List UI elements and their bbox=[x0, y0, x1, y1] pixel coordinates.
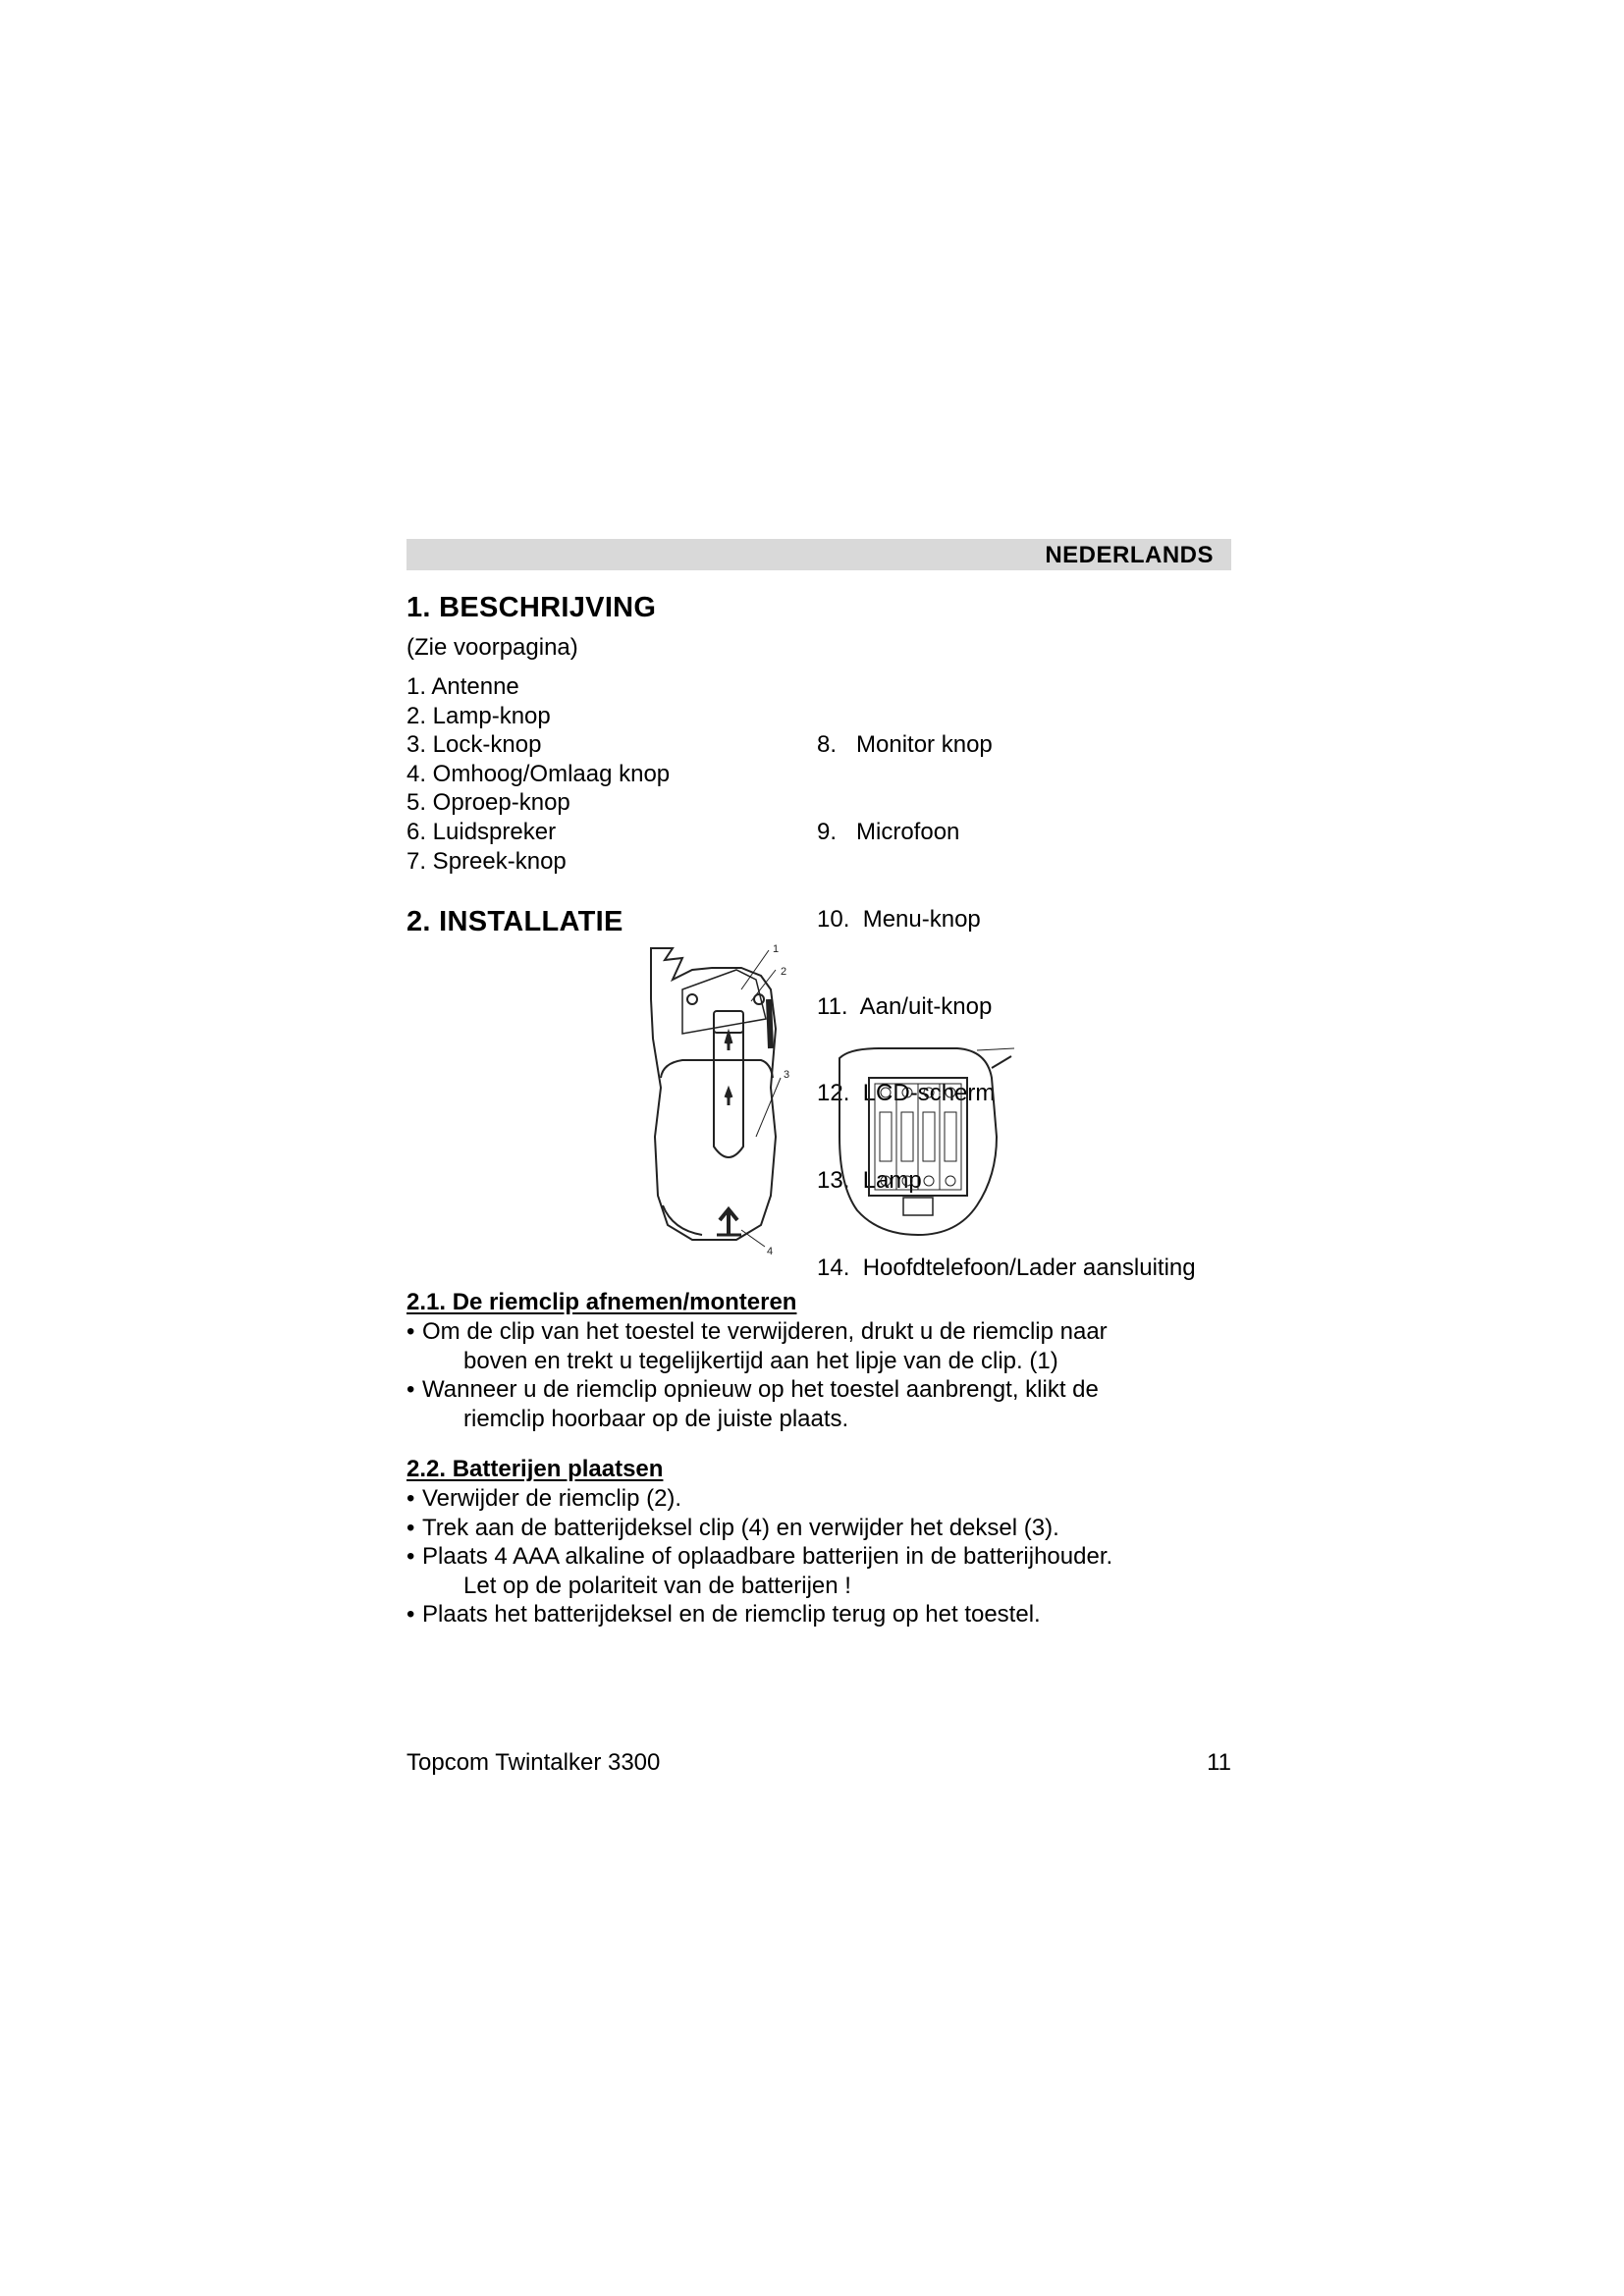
subsection-2-1-title: 2.1. De riemclip afnemen/monteren bbox=[406, 1289, 797, 1315]
bullet-icon: • bbox=[406, 1543, 415, 1571]
language-label: NEDERLANDS bbox=[1045, 542, 1214, 568]
list-item: 14. Hoofdtelefoon/Lader aansluiting bbox=[817, 1254, 1196, 1281]
footer-product-name: Topcom Twintalker 3300 bbox=[406, 1749, 661, 1776]
bullet-icon: • bbox=[406, 1318, 415, 1345]
list-item: 6. Luidspreker bbox=[406, 818, 557, 845]
list-item: 12. LCD-scherm bbox=[817, 1080, 996, 1107]
list-item: 7. Spreek-knop bbox=[406, 847, 567, 875]
subsection-2-1-bullets bbox=[406, 1317, 1212, 1433]
list-item: 10. Menu-knop bbox=[817, 905, 981, 933]
list-item: • Plaats het batterijdeksel en de riemclip terug op het toestel. bbox=[406, 1601, 1041, 1629]
list-item: 5. Oproep-knop bbox=[406, 789, 570, 817]
section-1-subtitle: (Zie voorpagina) bbox=[406, 634, 578, 661]
device-illustration bbox=[643, 940, 1026, 1274]
list-item: • Trek aan de batterijdeksel clip (4) en verwijder het deksel (3). bbox=[406, 1514, 1059, 1541]
device-battery-compartment bbox=[839, 1048, 1014, 1235]
parts-list-left bbox=[406, 672, 670, 876]
list-item: 9. Microfoon bbox=[817, 818, 960, 845]
callout-2: 2 bbox=[781, 966, 787, 978]
bullet-icon: • bbox=[406, 1601, 415, 1629]
callout-1: 1 bbox=[773, 943, 780, 955]
list-item: • Wanneer u de riemclip opnieuw op het toestel aanbrengt, klikt de riemclip hoorbaar op de juiste plaats. bbox=[406, 1376, 1099, 1432]
list-item: • Verwijder de riemclip (2). bbox=[406, 1485, 682, 1512]
list-item: 1. Antenne bbox=[406, 673, 519, 700]
footer-page-number: 11 bbox=[1207, 1749, 1231, 1776]
bullet-icon: • bbox=[406, 1514, 415, 1541]
list-item: 2. Lamp-knop bbox=[406, 702, 551, 729]
section-1-title: 1. BESCHRIJVING bbox=[406, 592, 657, 623]
subsection-2-2-bullets bbox=[406, 1484, 1212, 1629]
list-item: 3. Lock-knop bbox=[406, 731, 542, 759]
callout-3: 3 bbox=[784, 1069, 790, 1081]
device-back-with-clip bbox=[651, 948, 781, 1247]
list-item: • Plaats 4 AAA alkaline of oplaadbare batterijen in de batterijhouder. Let op de polariteit van de batterijen ! bbox=[406, 1543, 1113, 1599]
list-item: 13. Lamp bbox=[817, 1167, 922, 1195]
list-item: 11. Aan/uit-knop bbox=[817, 992, 993, 1020]
callout-4: 4 bbox=[767, 1246, 774, 1257]
subsection-2-2-title: 2.2. Batterijen plaatsen bbox=[406, 1456, 664, 1482]
list-item: • Om de clip van het toestel te verwijderen, drukt u de riemclip naar boven en trekt u tegelijkertijd aan het lipje van de clip. (1) bbox=[406, 1318, 1108, 1374]
section-2-title: 2. INSTALLATIE bbox=[406, 906, 623, 937]
list-item: 4. Omhoog/Omlaag knop bbox=[406, 760, 671, 787]
bullet-icon: • bbox=[406, 1376, 415, 1404]
language-header-bar bbox=[406, 539, 1231, 570]
bullet-icon: • bbox=[406, 1485, 415, 1512]
list-item: 8. Monitor knop bbox=[817, 731, 993, 759]
